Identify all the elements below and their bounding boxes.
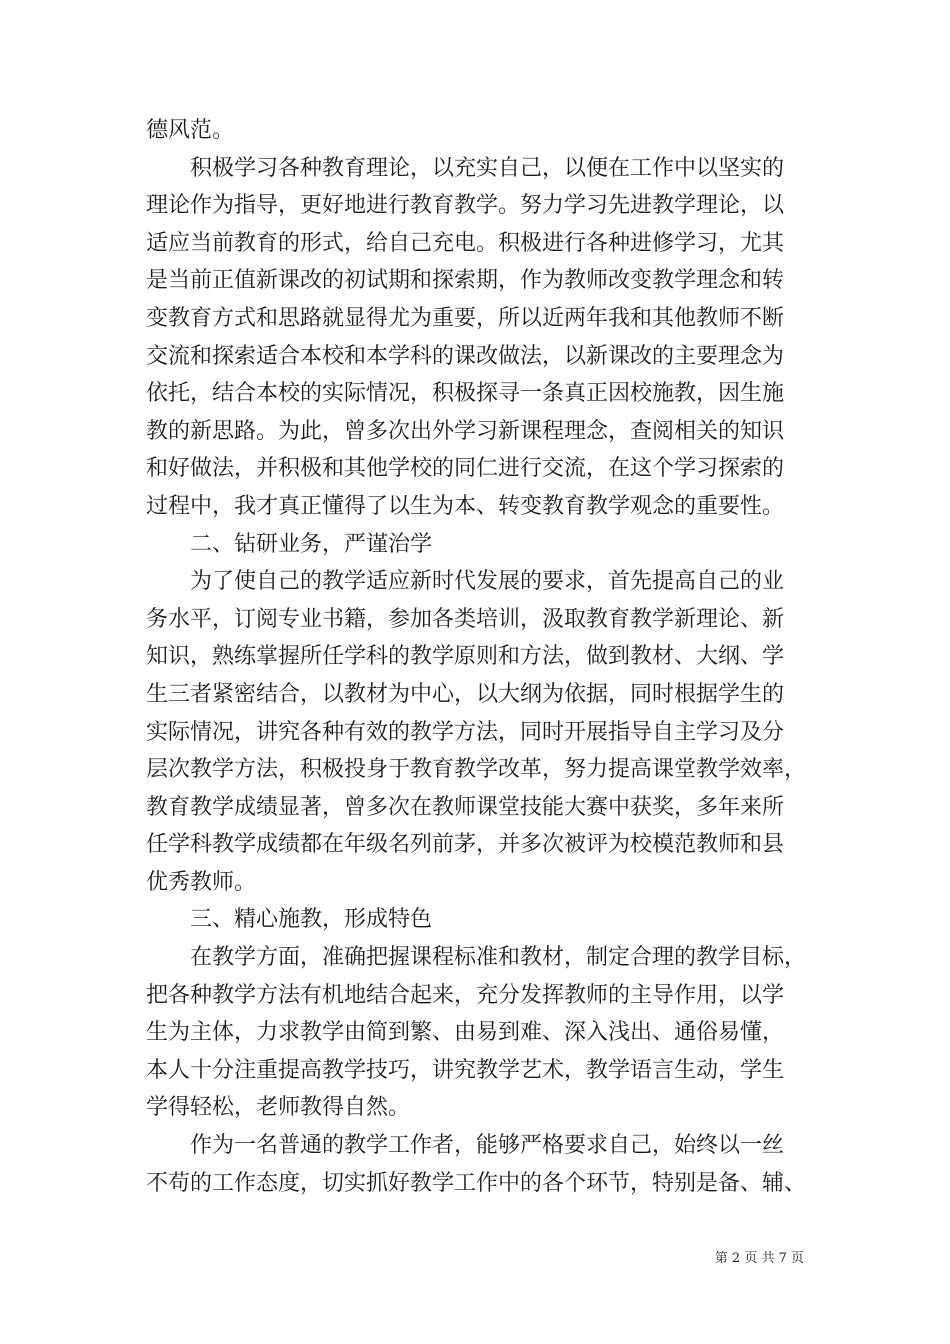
text-line: 把各种教学方法有机地结合起来，充分发挥教师的主导作用，以学	[146, 982, 785, 1008]
text-line: 和好做法，并积极和其他学校的同仁进行交流，在这个学习探索的	[146, 456, 785, 482]
text-line: 层次教学方法，积极投身于教育教学改革，努力提高课堂教学效率，	[146, 757, 807, 783]
page-number: 第 2 页 共 7 页	[714, 1251, 804, 1266]
text-line: 教的新思路。为此，曾多次出外学习新课程理念，查阅相关的知识	[146, 418, 785, 444]
text-line: 依托，结合本校的实际情况，积极探寻一条真正因校施教，因生施	[146, 381, 785, 407]
text-line: 二、钻研业务，严谨治学	[190, 531, 433, 557]
text-line: 是当前正值新课改的初试期和探索期，作为教师改变教学理念和转	[146, 268, 785, 294]
text-line: 学得轻松，老师教得自然。	[146, 1095, 411, 1121]
text-line: 积极学习各种教育理论，以充实自己，以便在工作中以坚实的	[190, 155, 785, 181]
text-line: 务水平，订阅专业书籍，参加各类培训，汲取教育教学新理论、新	[146, 606, 785, 632]
text-line: 交流和探索适合本校和本学科的课改做法，以新课改的主要理念为	[146, 343, 785, 369]
text-line: 知识，熟练掌握所任学科的教学原则和方法，做到教材、大纲、学	[146, 644, 785, 670]
text-line: 生三者紧密结合，以教材为中心，以大纲为依据，同时根据学生的	[146, 681, 785, 707]
text-line: 在教学方面，准确把握课程标准和教材，制定合理的教学目标，	[190, 945, 807, 971]
text-line: 三、精心施教，形成特色	[190, 907, 433, 933]
text-line: 实际情况，讲究各种有效的教学方法，同时开展指导自主学习及分	[146, 719, 785, 745]
text-line: 教育教学成绩显著，曾多次在教师课堂技能大赛中获奖，多年来所	[146, 794, 785, 820]
text-line: 为了使自己的教学适应新时代发展的要求，首先提高自己的业	[190, 569, 785, 595]
text-line: 生为主体，力求教学由简到繁、由易到难、深入浅出、通俗易懂，	[146, 1020, 785, 1046]
text-line: 变教育方式和思路就显得尤为重要，所以近两年我和其他教师不断	[146, 305, 785, 331]
text-line: 适应当前教育的形式，给自己充电。积极进行各种进修学习，尤其	[146, 230, 785, 256]
text-line: 过程中，我才真正懂得了以生为本、转变教育教学观念的重要性。	[146, 493, 785, 519]
text-line: 作为一名普通的教学工作者，能够严格要求自己，始终以一丝	[190, 1133, 785, 1159]
text-line: 优秀教师。	[146, 869, 257, 895]
text-line: 德风范。	[146, 118, 235, 143]
text-line: 本人十分注重提高教学技巧，讲究教学艺术，教学语言生动，学生	[146, 1057, 785, 1083]
text-line: 不苟的工作态度，切实抓好教学工作中的各个环节，特别是备、辅、	[146, 1170, 807, 1196]
text-line: 任学科教学成绩都在年级名列前茅，并多次被评为校模范教师和县	[146, 832, 785, 858]
body-text	[146, 112, 822, 1202]
text-line: 理论作为指导，更好地进行教育教学。努力学习先进教学理论，以	[146, 193, 785, 219]
